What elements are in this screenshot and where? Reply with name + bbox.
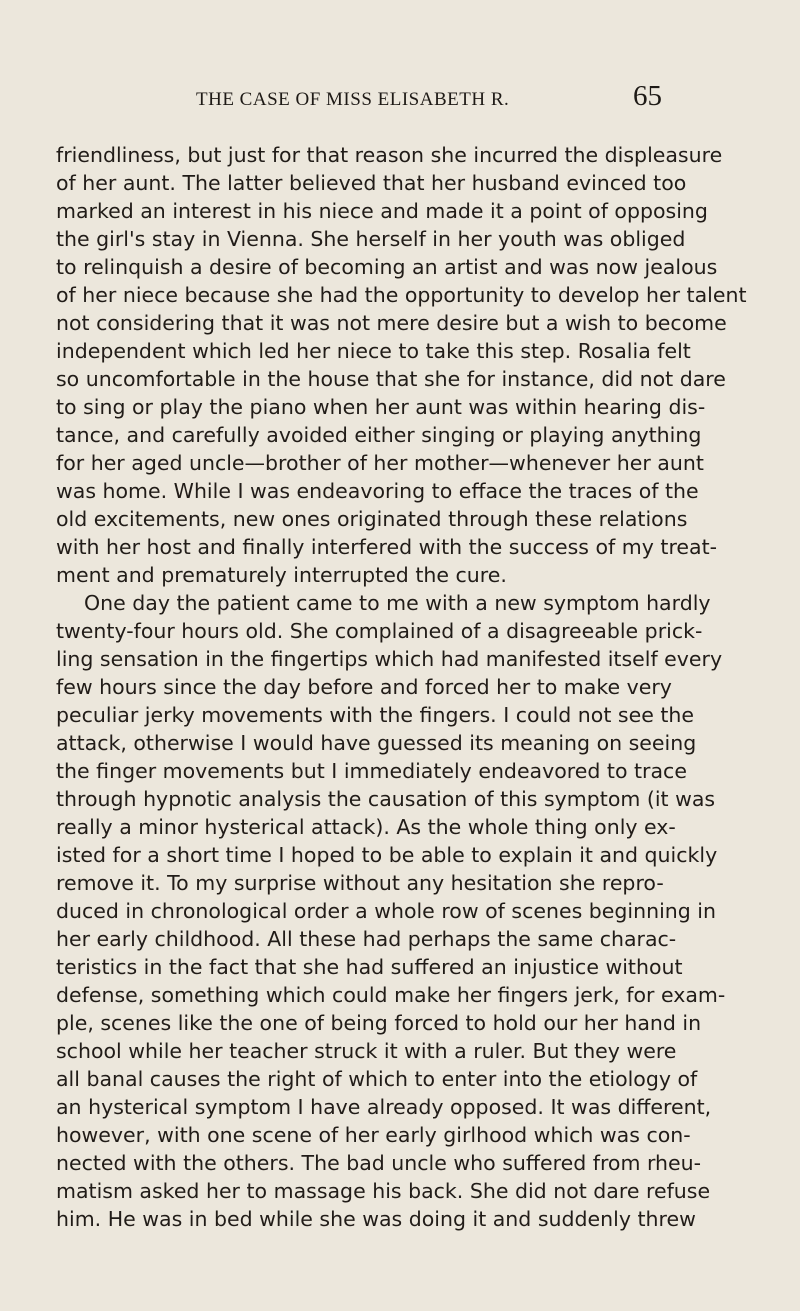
text-line: school while her teacher struck it with a ruler. But they were bbox=[56, 1039, 677, 1063]
text-line: old excitements, new ones originated through these relations bbox=[56, 507, 688, 531]
text-line: to sing or play the piano when her aunt was within hearing dis- bbox=[56, 395, 706, 419]
text-line: ment and prematurely interrupted the cure. bbox=[56, 563, 507, 587]
text-line: remove it. To my surprise without any hesitation she repro- bbox=[56, 871, 664, 895]
text-line: nected with the others. The bad uncle who suffered from rheu- bbox=[56, 1151, 702, 1175]
text-line: matism asked her to massage his back. She did not dare refuse bbox=[56, 1179, 711, 1203]
text-line: for her aged uncle—brother of her mother—whenever her aunt bbox=[56, 451, 704, 475]
text-line: peculiar jerky movements with the fingers. I could not see the bbox=[56, 703, 694, 727]
text-line: not considering that it was not mere desire but a wish to become bbox=[56, 311, 727, 335]
text-line: with her host and finally interfered with the success of my treat- bbox=[56, 535, 718, 559]
text-line: twenty-four hours old. She complained of a disagreeable prick- bbox=[56, 619, 703, 643]
page-number: 65 bbox=[633, 80, 662, 112]
text-line: her early childhood. All these had perhaps the same charac- bbox=[56, 927, 677, 951]
text-line: an hysterical symptom I have already opposed. It was different, bbox=[56, 1095, 712, 1119]
body-text bbox=[56, 141, 746, 1233]
text-line: him. He was in bed while she was doing it and suddenly threw bbox=[56, 1207, 696, 1231]
running-header-title: THE CASE OF MISS ELISABETH R. bbox=[196, 89, 510, 110]
text-line: marked an interest in his niece and made it a point of opposing bbox=[56, 199, 708, 223]
text-line: of her niece because she had the opportunity to develop her talent bbox=[56, 283, 747, 307]
text-line: of her aunt. The latter believed that her husband evinced too bbox=[56, 171, 687, 195]
text-line: ple, scenes like the one of being forced to hold our her hand in bbox=[56, 1011, 702, 1035]
text-line: isted for a short time I hoped to be able to explain it and quickly bbox=[56, 843, 718, 867]
text-line: defense, something which could make her fingers jerk, for exam- bbox=[56, 983, 726, 1007]
text-line: really a minor hysterical attack). As the whole thing only ex- bbox=[56, 815, 676, 839]
text-line: the finger movements but I immediately endeavored to trace bbox=[56, 759, 687, 783]
text-line: all banal causes the right of which to enter into the etiology of bbox=[56, 1067, 698, 1091]
paragraph-first-line: One day the patient came to me with a new symptom hardly bbox=[84, 591, 711, 615]
text-line: however, with one scene of her early girlhood which was con- bbox=[56, 1123, 691, 1147]
text-line: to relinquish a desire of becoming an artist and was now jealous bbox=[56, 255, 718, 279]
text-line: tance, and carefully avoided either singing or playing anything bbox=[56, 423, 702, 447]
text-line: the girl's stay in Vienna. She herself in her youth was obliged bbox=[56, 227, 686, 251]
text-line: few hours since the day before and forced her to make very bbox=[56, 675, 672, 699]
text-line: duced in chronological order a whole row of scenes beginning in bbox=[56, 899, 716, 923]
text-line: so uncomfortable in the house that she for instance, did not dare bbox=[56, 367, 726, 391]
text-line: ling sensation in the fingertips which had manifested itself every bbox=[56, 647, 723, 671]
text-line: teristics in the fact that she had suffered an injustice without bbox=[56, 955, 683, 979]
text-line: independent which led her niece to take this step. Rosalia felt bbox=[56, 339, 691, 363]
text-line: was home. While I was endeavoring to efface the traces of the bbox=[56, 479, 699, 503]
text-line: attack, otherwise I would have guessed its meaning on seeing bbox=[56, 731, 697, 755]
text-line: through hypnotic analysis the causation of this symptom (it was bbox=[56, 787, 716, 811]
text-line: friendliness, but just for that reason she incurred the displeasure bbox=[56, 143, 723, 167]
